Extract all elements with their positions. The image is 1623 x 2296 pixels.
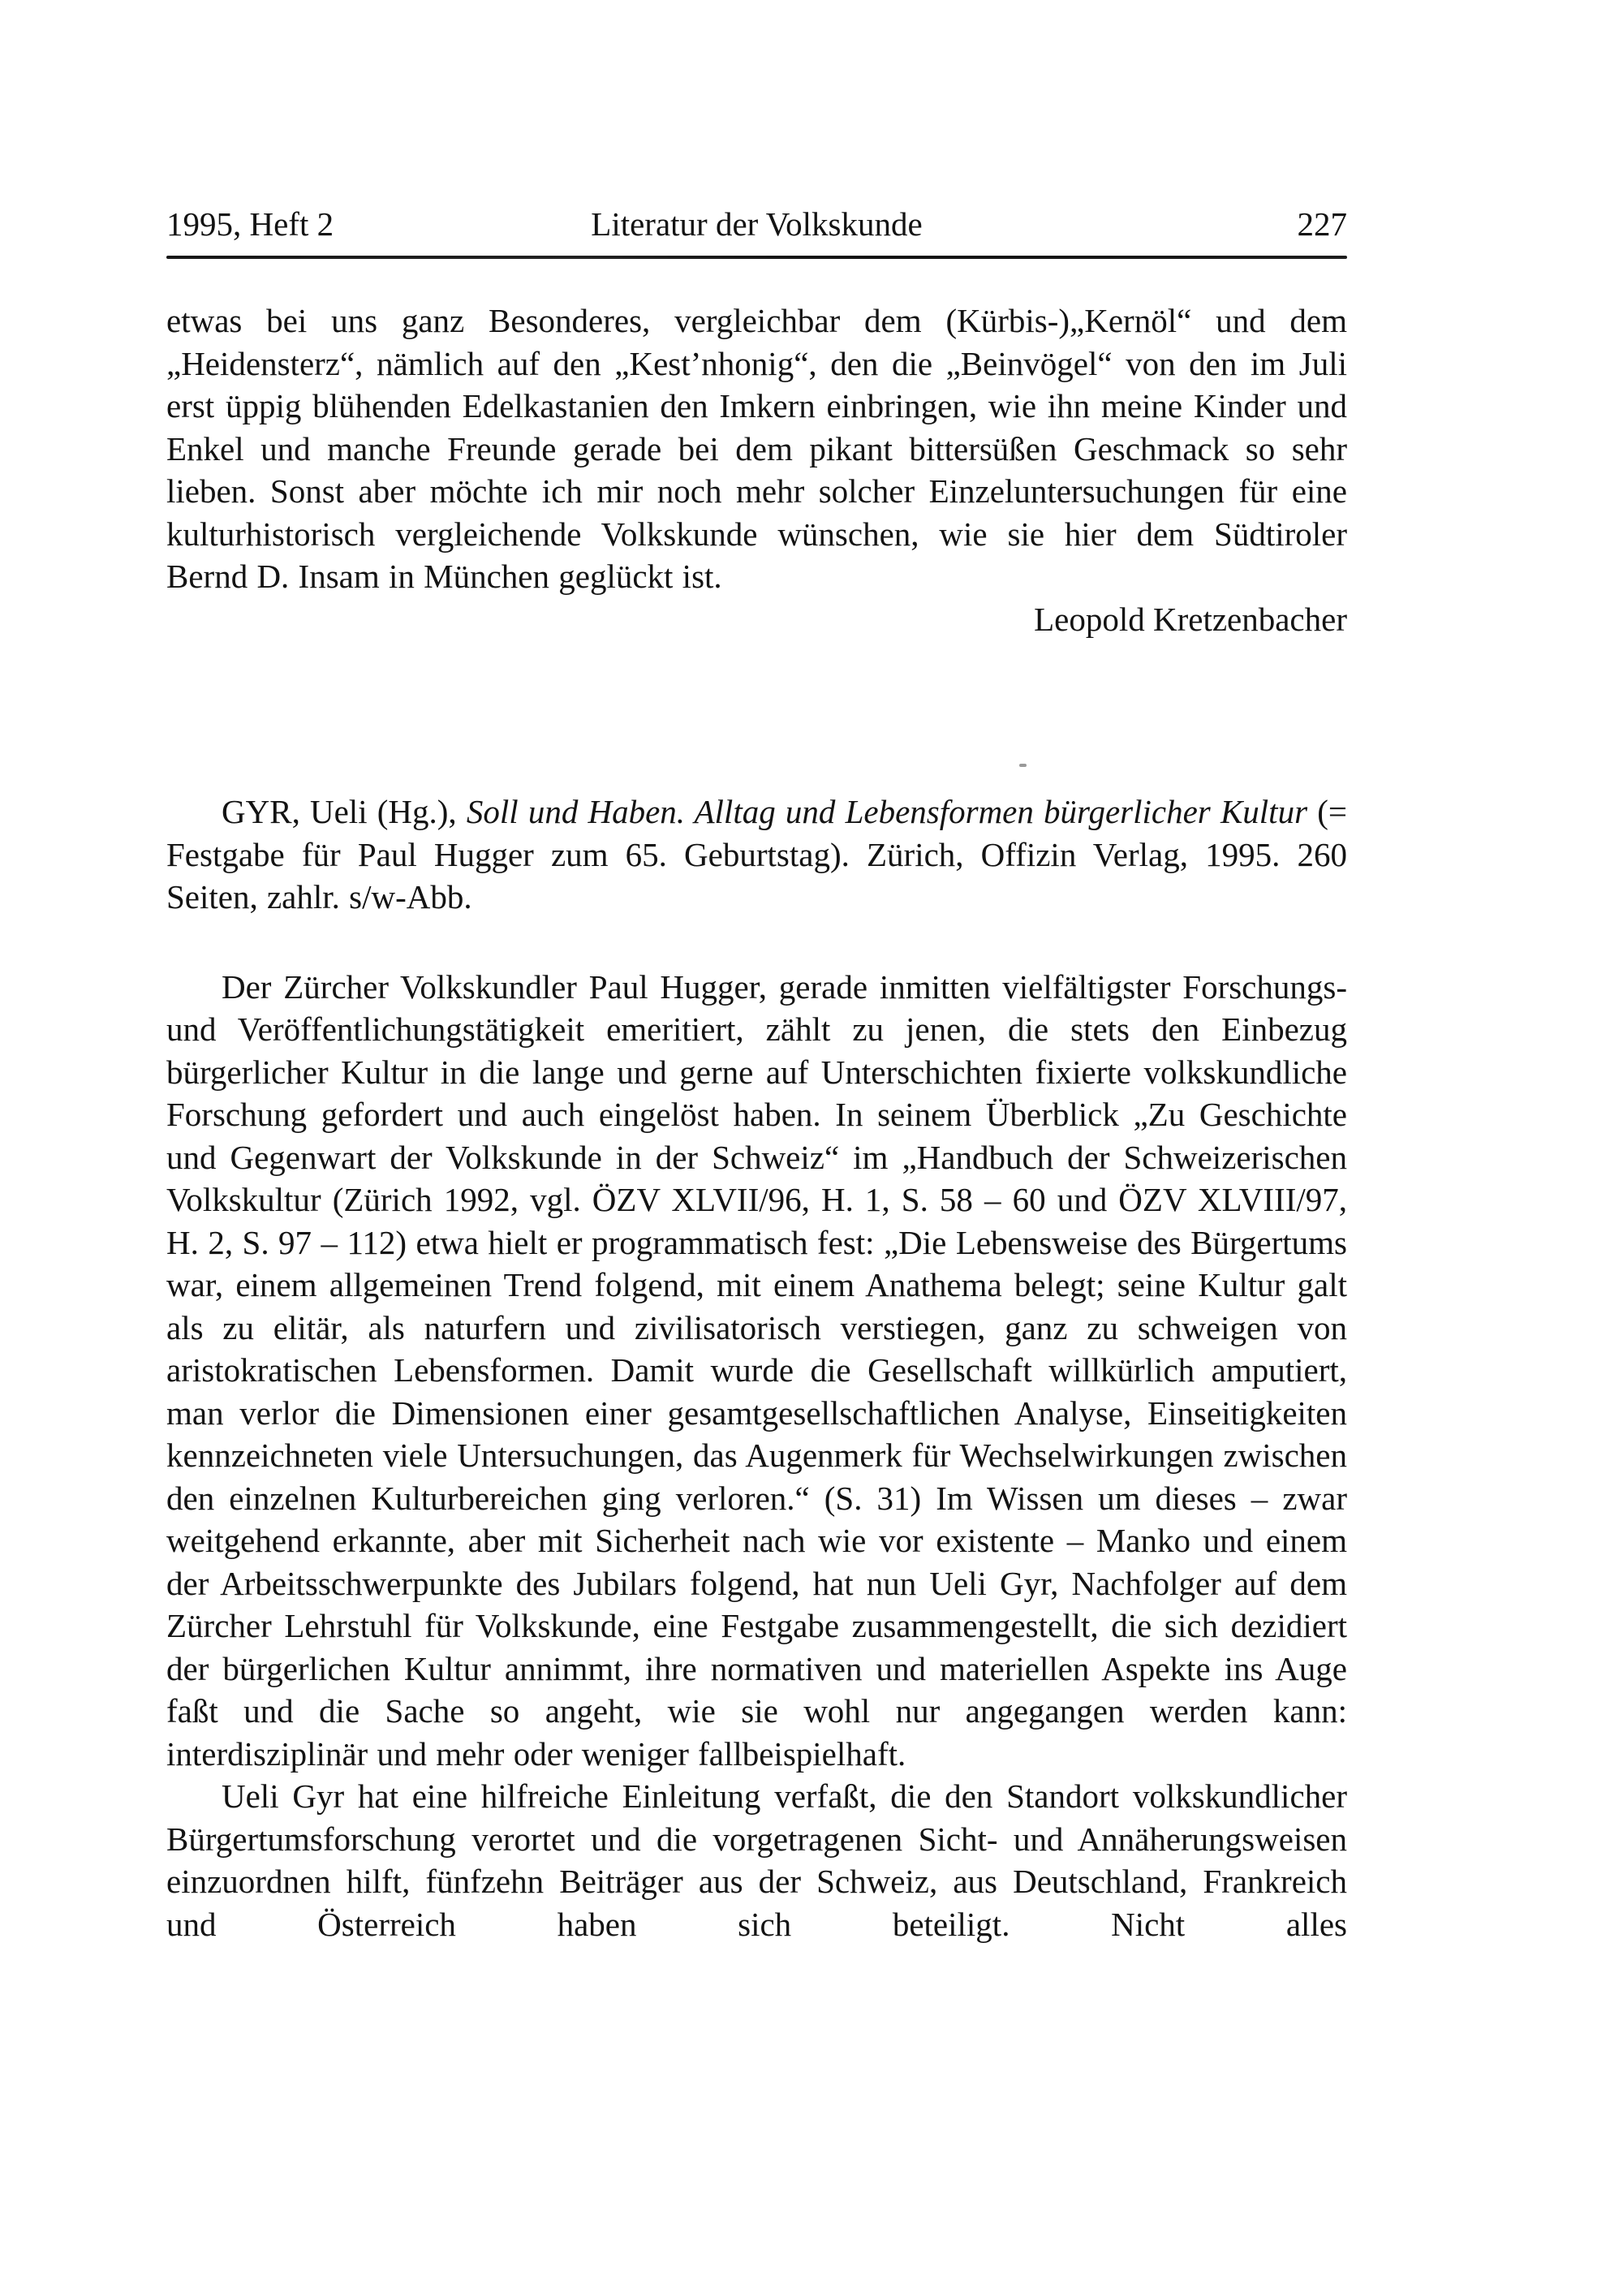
review-paragraph-1: Der Zürcher Volkskundler Paul Hugger, gerade inmitten vielfältigster Forschungs- und Veröffentlichungstätigkeit emeritiert, zählt zu jenen, die stets den Einbezug bürgerlicher Kultur in die lange und gerne auf Unterschichten fixierte volkskundliche Forschung gefordert und auch eingelöst haben. In seinem Überblick „Zu Geschichte und Gegenwart der Volkskunde in der Schweiz“ im „Handbuch der Schweizerischen Volkskultur (Zürich 1992, vgl. ÖZV XLVII/96, H. 1, S. 58 – 60 und ÖZV XLVIII/97, H. 2, S. 97 – 112) etwa hielt er programmatisch fest: „Die Lebensweise des Bürgertums war, einem allgemeinen Trend folgend, mit einem Anathema belegt; seine Kultur galt als zu elitär, als naturfern und zivilisatorisch verstiegen, ganz zu schweigen von aristokratischen Lebensformen. Damit wurde die Gesellschaft willkürlich amputiert, man verlor die Dimensionen einer gesamtgesellschaftlichen Analyse, Einseitigkeiten kennzeichneten viele Untersuchungen, das Augenmerk für Wechselwirkungen zwischen den einzelnen Kulturbereichen ging verloren.“ (S. 31) Im Wissen um dieses – zwar weitgehend erkannte, aber mit Sicherheit nach wie vor existente – Manko und einem der Arbeitsschwerpunkte des Jubilars folgend, hat nun Ueli Gyr, Nachfolger auf dem Zürcher Lehrstuhl für Volkskunde, eine Festgabe zusammengestellt, die sich dezidiert der bürgerlichen Kultur annimmt, ihre normativen und materiellen Aspekte ins Auge faßt und die Sache so angeht, wie sie wohl nur angegangen werden kann: interdisziplinär und mehr oder weniger fallbeispielhaft.	[166, 967, 1347, 1773]
citation-book-title: Soll und Haben. Alltag und Lebensformen bürgerlicher Kultur	[466, 793, 1308, 830]
book-citation	[166, 790, 1347, 919]
citation-imprint: (= Festgabe für Paul Hugger zum 65. Geburtstag). Zürich, Offizin Verlag, 1995. 260 Seiten, zahlr. s/w-Abb.	[166, 793, 1347, 915]
citation-author: GYR, Ueli (Hg.),	[222, 793, 467, 830]
page-number: 227	[1297, 205, 1347, 243]
review-paragraph-2: Ueli Gyr hat eine hilfreiche Einleitung verfaßt, die den Standort volkskundlicher Bürgertumsforschung verortet und die vorgetragenen Sicht- und Annäherungsweisen einzuordnen hilft, fünfzehn Beiträger aus der Schweiz, aus Deutschland, Frankreich und Österreich haben sich beteiligt. Nicht alles	[166, 1777, 1347, 1943]
running-title: Literatur der Volkskunde	[591, 205, 923, 243]
issue-label: 1995, Heft 2	[166, 205, 334, 243]
page-header	[166, 205, 1347, 243]
header-rule	[166, 256, 1347, 259]
reviewer-signature: Leopold Kretzenbacher	[1034, 600, 1347, 638]
previous-review-closing-paragraph: etwas bei uns ganz Besonderes, vergleichbar dem (Kürbis-)„Kernöl“ und dem „Heidensterz“, nämlich auf den „Kest’nhonig“, den die „Beinvögel“ von den im Juli erst üppig blühenden Edelkastanien den Imkern einbringen, wie ihn meine Kinder und Enkel und manche Freunde gerade bei dem pikant bittersüßen Geschmack so sehr lieben. Sonst aber möchte ich mir noch mehr solcher Einzeluntersuchungen für eine kulturhistorisch vergleichende Volkskunde wünschen, wie sie hier dem Südtiroler Bernd D. Insam in München geglückt ist.	[166, 302, 1347, 595]
scan-speck	[1019, 764, 1027, 767]
